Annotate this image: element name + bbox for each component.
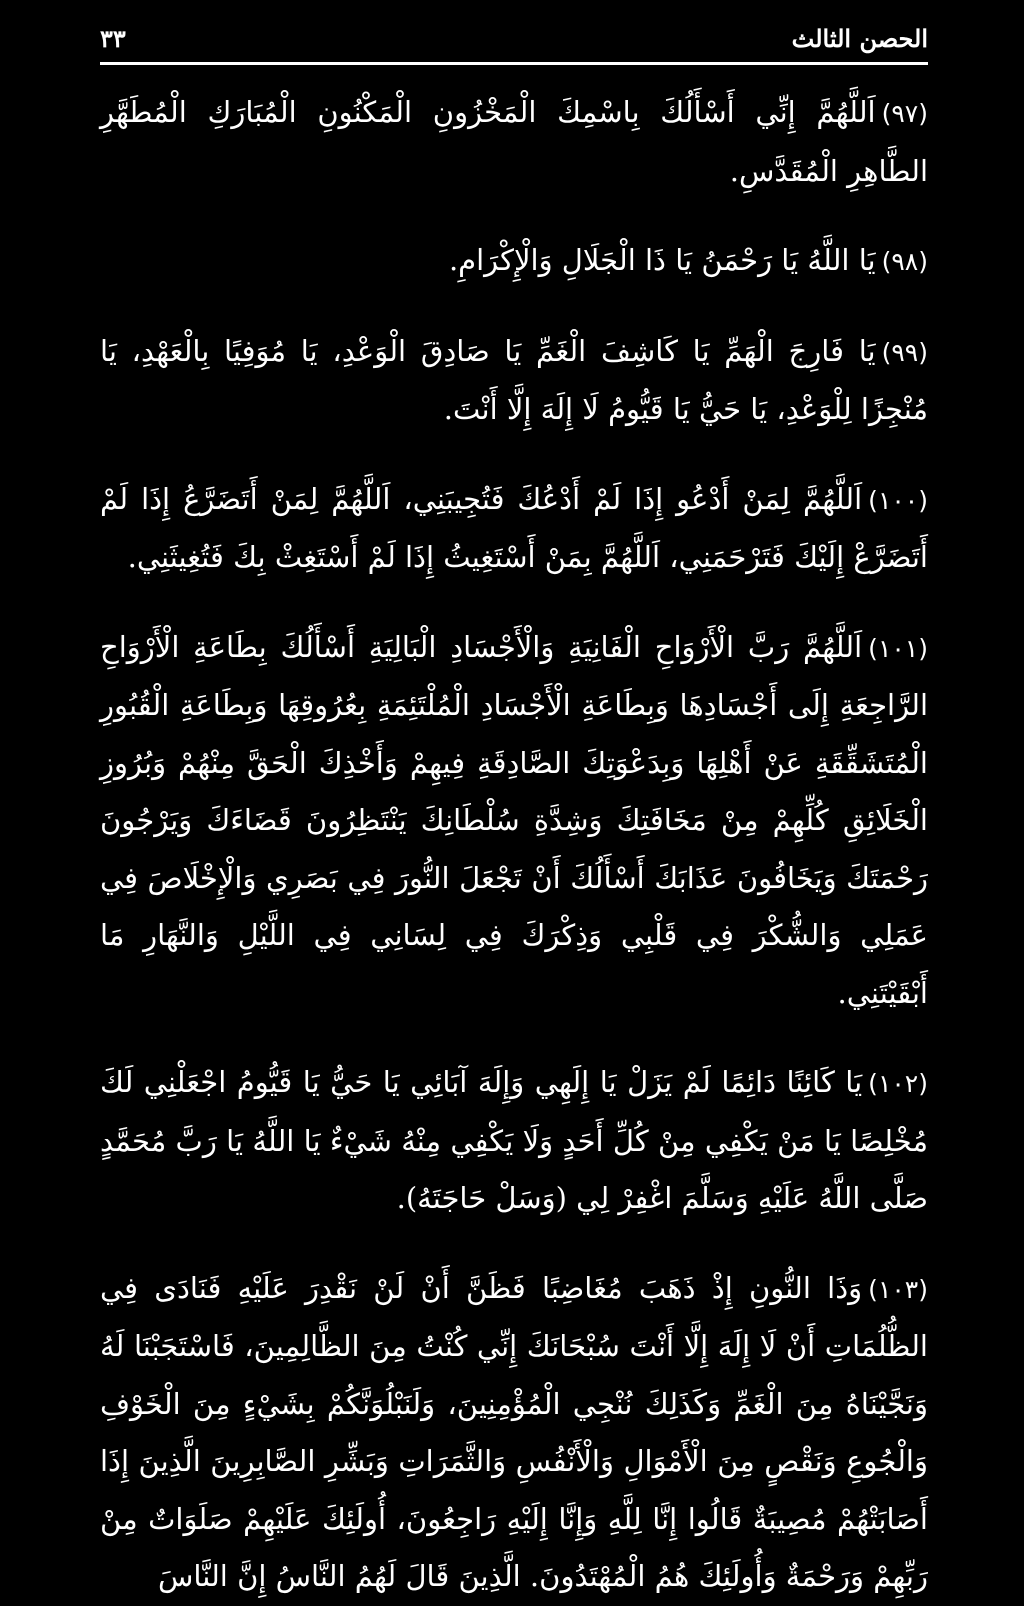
paragraph-number: (٩٧) <box>881 99 928 128</box>
paragraph-100 <box>100 471 928 587</box>
page-number: ٣٣ <box>100 23 126 53</box>
paragraph-text: يَا كَائِنًا دَائِمًا لَمْ يَزَلْ يَا إِلَهِي وَإِلَهَ آبَائِي يَا حَيُّ يَا قَيُّومُ اجْعَلْنِي لَكَ مُخْلِصًا يَا مَنْ يَكْفِي مِنْ كُلِّ أَحَدٍ وَلَا يَكْفِي مِنْهُ شَيْءٌ يَا اللَّهُ يَا رَبَّ مُحَمَّدٍ صَلَّى اللَّهُ عَلَيْهِ وَسَلَّمَ اغْفِرْ لِي (وَسَلْ حَاجَتَهُ). <box>100 1065 928 1215</box>
paragraph-number: (٩٩) <box>881 337 928 367</box>
paragraph-97 <box>100 84 928 200</box>
paragraph-102 <box>100 1054 928 1228</box>
chapter-title: الحصن الثالث <box>791 23 928 53</box>
paragraph-103 <box>100 1260 928 1606</box>
header-divider <box>100 62 928 65</box>
paragraph-99 <box>100 323 928 439</box>
paragraph-text: اَللَّهُمَّ لِمَنْ أَدْعُو إِذَا لَمْ أَدْعُكَ فَتُجِيبَنِي، اَللَّهُمَّ لِمَنْ أَتَضَرَّعُ إِذَا لَمْ أَتَضَرَّعْ إِلَيْكَ فَتَرْحَمَنِي، اَللَّهُمَّ بِمَنْ أَسْتَغِيثُ إِذَا لَمْ أَسْتَغِثْ بِكَ فَتُغِيثَنِي. <box>100 481 928 574</box>
prayer-text-body <box>100 84 928 1606</box>
paragraph-101 <box>100 619 928 1023</box>
paragraph-number: (١٠٣) <box>868 1274 928 1304</box>
paragraph-number: (٩٨) <box>881 247 928 276</box>
paragraph-number: (١٠٠) <box>868 485 928 515</box>
paragraph-text: يَا اللَّهُ يَا رَحْمَنُ يَا ذَا الْجَلَالِ وَالْإِكْرَامِ. <box>448 243 876 277</box>
page-header <box>100 18 928 58</box>
paragraph-text: اَللَّهُمَّ رَبَّ الْأَرْوَاحِ الْفَانِيَةِ وَالْأَجْسَادِ الْبَالِيَةِ أَسْأَلُكَ بِطَاعَةِ الْأَرْوَاحِ الرَّاجِعَةِ إِلَى أَجْسَادِهَا وَبِطَاعَةِ الْأَجْسَادِ الْمُلْتَئِمَةِ بِعُرُوقِهَا وَبِطَاعَةِ الْقُبُورِ الْمُتَشَقِّقَةِ عَنْ أَهْلِهَا وَبِدَعْوَتِكَ الصَّادِقَةِ فِيهِمْ وَأَخْذِكَ الْحَقَّ مِنْهُمْ وَبُرُوزِ الْخَلَائِقِ كُلِّهِمْ مِنْ مَخَافَتِكَ وَشِدَّةِ سُلْطَانِكَ يَنْتَظِرُونَ قَضَاءَكَ وَيَرْجُونَ رَحْمَتَكَ وَيَخَافُونَ عَذَابَكَ أَسْأَلُكَ أَنْ تَجْعَلَ النُّورَ فِي بَصَرِي وَالْإِخْلَاصَ فِي عَمَلِي وَالشُّكْرَ فِي قَلْبِي وَذِكْرَكَ فِي لِسَانِي فِي اللَّيْلِ وَالنَّهَارِ مَا أَبْقَيْتَنِي. <box>100 629 928 1010</box>
paragraph-text: اَللَّهُمَّ إِنِّي أَسْأَلُكَ بِاسْمِكَ الْمَخْزُونِ الْمَكْنُونِ الْمُبَارَكِ الْمُطَهَّرِ الطَّاهِرِ الْمُقَدَّسِ. <box>100 95 928 188</box>
paragraph-98 <box>100 232 928 291</box>
paragraph-number: (١٠١) <box>868 633 928 663</box>
paragraph-text: يَا فَارِجَ الْهَمِّ يَا كَاشِفَ الْغَمِّ يَا صَادِقَ الْوَعْدِ، يَا مُوَفِيًا بِالْعَهْدِ، يَا مُنْجِزًا لِلْوَعْدِ، يَا حَيُّ يَا قَيُّومُ لَا إِلَهَ إِلَّا أَنْتَ. <box>100 333 928 426</box>
paragraph-text: وَذَا النُّونِ إِذْ ذَهَبَ مُغَاضِبًا فَظَنَّ أَنْ لَنْ نَقْدِرَ عَلَيْهِ فَنَادَى فِي الظُّلُمَاتِ أَنْ لَا إِلَهَ إِلَّا أَنْتَ سُبْحَانَكَ إِنِّي كُنْتُ مِنَ الظَّالِمِينَ، فَاسْتَجَبْنَا لَهُ وَنَجَّيْنَاهُ مِنَ الْغَمِّ وَكَذَلِكَ نُنْجِي الْمُؤْمِنِينَ، وَلَنَبْلُوَنَّكُمْ بِشَيْءٍ مِنَ الْخَوْفِ وَالْجُوعِ وَنَقْصٍ مِنَ الْأَمْوَالِ وَالْأَنْفُسِ وَالثَّمَرَاتِ وَبَشِّرِ الصَّابِرِينَ الَّذِينَ إِذَا أَصَابَتْهُمْ مُصِيبَةٌ قَالُوا إِنَّا لِلَّهِ وَإِنَّا إِلَيْهِ رَاجِعُونَ، أُولَئِكَ عَلَيْهِمْ صَلَوَاتٌ مِنْ رَبِّهِمْ وَرَحْمَةٌ وَأُولَئِكَ هُمُ الْمُهْتَدُونَ. الَّذِينَ قَالَ لَهُمُ النَّاسُ إِنَّ النَّاسَ <box>100 1270 928 1593</box>
paragraph-number: (١٠٢) <box>868 1069 928 1098</box>
